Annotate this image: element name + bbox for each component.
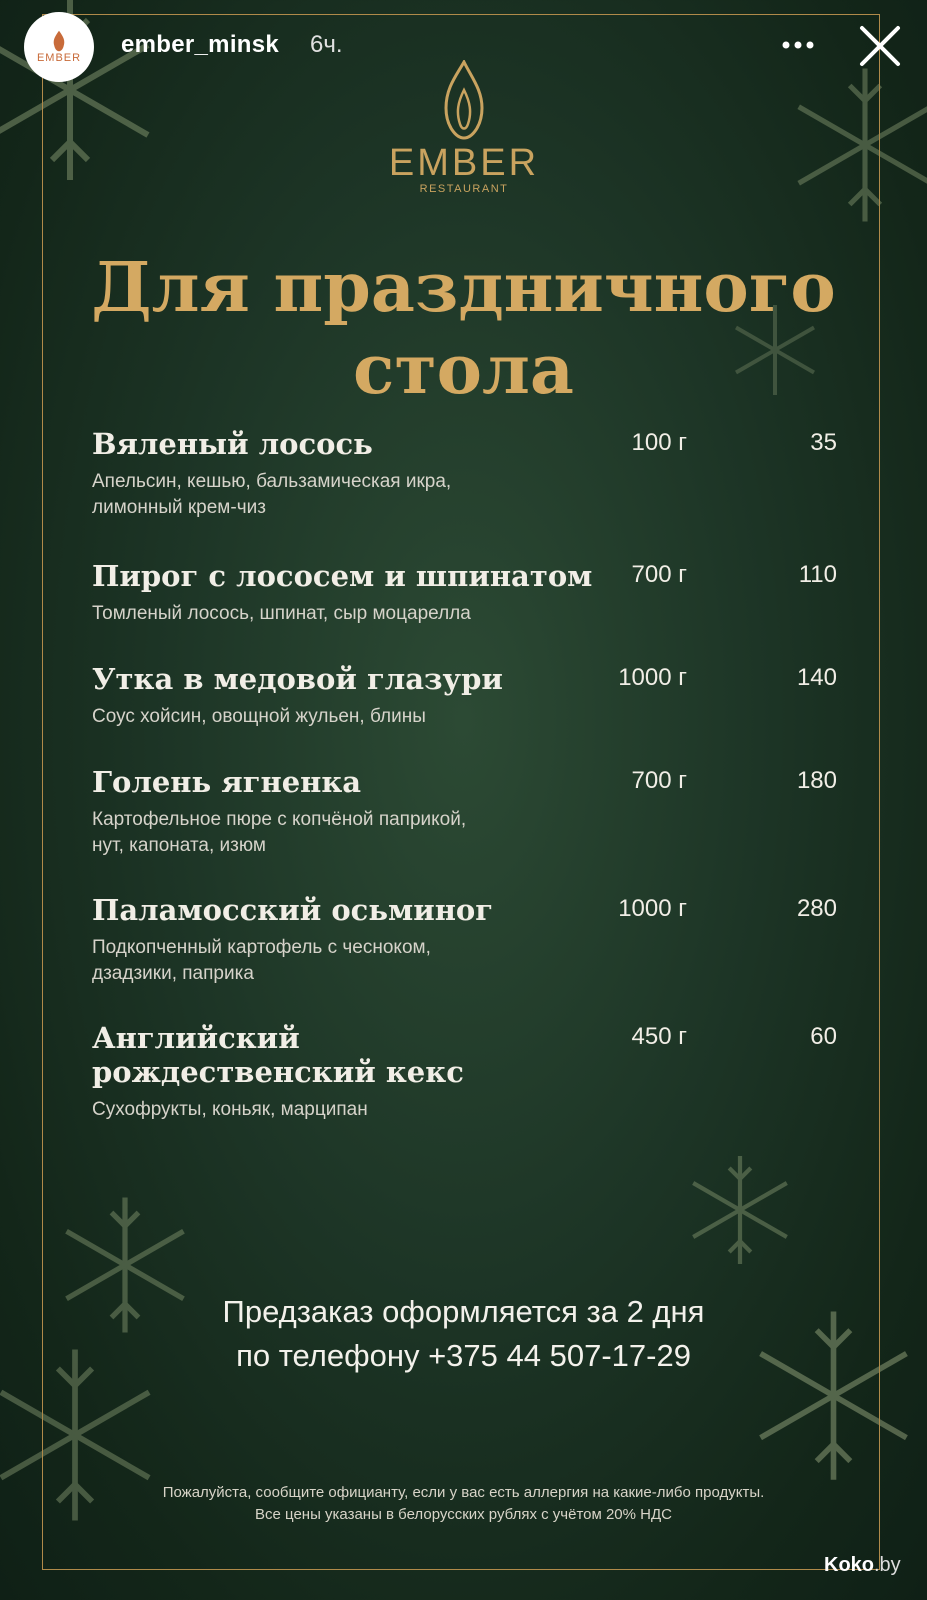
post-time: 6ч.	[310, 31, 343, 58]
menu-item-description	[92, 935, 532, 987]
logo-name: EMBER	[388, 142, 540, 184]
description-line: Картофельное пюре с копчёной паприкой,	[92, 809, 467, 830]
menu-item-price: 60	[810, 1023, 837, 1050]
flame-logo-icon	[434, 60, 494, 140]
menu-item-weight: 1000 г	[618, 895, 687, 922]
menu-item-name	[92, 1021, 592, 1089]
menu-item-description: Сухофрукты, коньяк, марципан	[92, 1099, 368, 1120]
menu-item-price: 180	[796, 767, 837, 794]
page-title-line-1: Для праздничного	[91, 248, 836, 328]
menu-item	[92, 1021, 837, 1123]
preorder-phone-line: по телефону +375 44 507-17-29	[236, 1338, 691, 1373]
flame-icon	[51, 30, 67, 52]
watermark-domain: .by	[874, 1554, 901, 1576]
close-icon[interactable]	[858, 24, 902, 68]
description-line: нут, капоната, изюм	[92, 835, 266, 856]
menu-item-price: 280	[796, 895, 837, 922]
menu-item-price: 140	[796, 664, 837, 691]
menu-item-description	[92, 469, 532, 521]
preorder-line-1: Предзаказ оформляется за 2 дня	[222, 1294, 705, 1329]
menu-item-weight: 700 г	[631, 561, 687, 588]
description-line: Подкопченный картофель с чесноком,	[92, 937, 431, 958]
allergy-note: Пожалуйста, сообщите официанту, если у вас есть аллергия на какие-либо продукты.	[162, 1484, 765, 1501]
description-line: дзадзики, паприка	[92, 963, 254, 984]
menu-item-price: 110	[798, 561, 837, 588]
menu-item-description: Томленый лосось, шпинат, сыр моцарелла	[92, 603, 471, 624]
username[interactable]: ember_minsk	[121, 31, 280, 58]
more-horizontal-icon[interactable]	[778, 30, 818, 60]
menu-item	[92, 559, 837, 627]
menu-item-description	[92, 807, 532, 859]
menu-item	[92, 893, 837, 987]
avatar[interactable]	[24, 12, 94, 82]
menu-item-name: Вяленый лосось	[92, 427, 373, 461]
menu-item-name: Утка в медовой глазури	[92, 662, 503, 696]
name-line: Английский	[92, 1021, 300, 1055]
menu-item	[92, 662, 837, 730]
logo-subtitle: RESTAURANT	[419, 183, 509, 195]
menu-item	[92, 427, 837, 521]
menu-item-price: 35	[810, 429, 837, 456]
menu-item-weight: 100 г	[631, 429, 687, 456]
page-title-line-2: стола	[353, 330, 574, 410]
menu-item-description: Соус хойсин, овощной жульен, блины	[92, 706, 426, 727]
avatar-label: EMBER	[36, 52, 82, 64]
menu-item-name: Голень ягненка	[92, 765, 362, 799]
menu-item	[92, 765, 837, 859]
watermark	[824, 1554, 901, 1577]
name-line: рождественский кекс	[92, 1055, 464, 1089]
restaurant-logo	[384, 60, 544, 195]
menu-item-weight: 450 г	[631, 1023, 687, 1050]
description-line: лимонный крем-чиз	[92, 497, 266, 518]
watermark-brand: Koko	[824, 1554, 874, 1576]
menu-item-name: Пирог с лососем и шпинатом	[92, 559, 593, 593]
menu-item-weight: 700 г	[631, 767, 687, 794]
menu-item-weight: 1000 г	[618, 664, 687, 691]
description-line: Апельсин, кешью, бальзамическая икра,	[92, 471, 452, 492]
price-note: Все цены указаны в белорусских рублях с учётом 20% НДС	[255, 1506, 672, 1523]
menu-item-name: Паламосский осьминог	[92, 893, 494, 927]
